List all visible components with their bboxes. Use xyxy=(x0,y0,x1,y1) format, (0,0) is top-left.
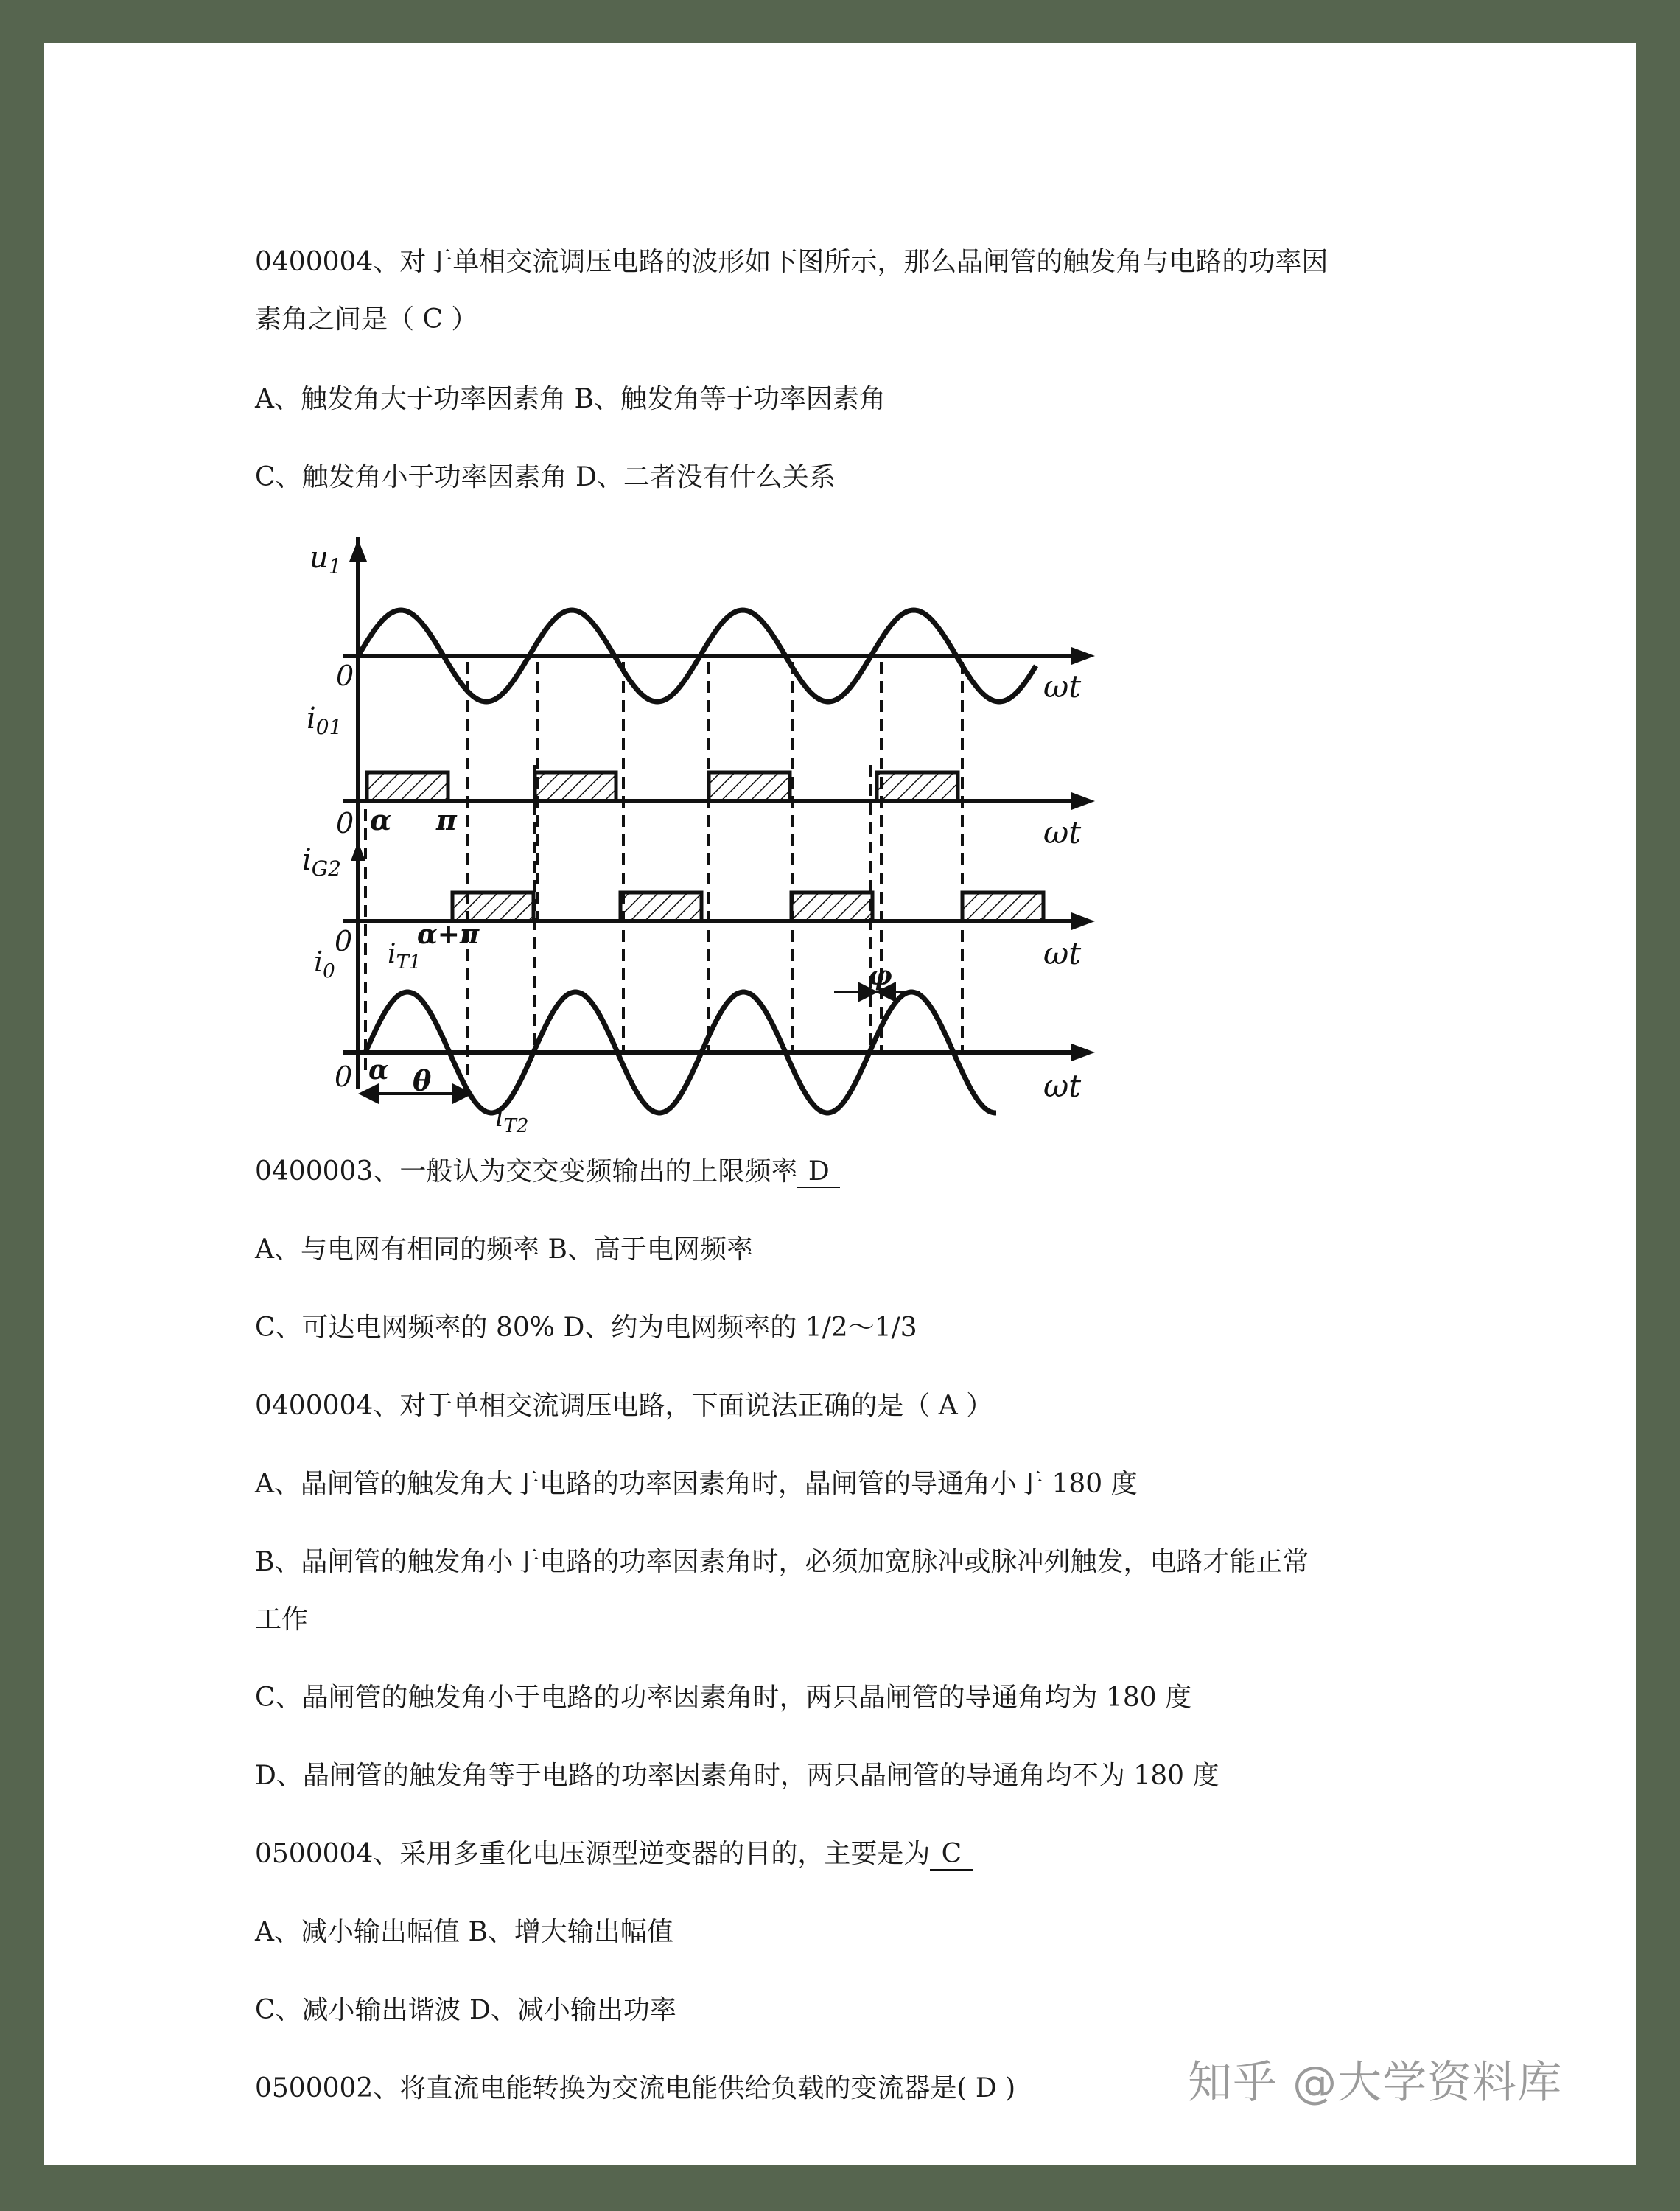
label-zero-i0: 0 xyxy=(335,1061,353,1093)
arrow-ig2 xyxy=(1071,912,1095,930)
ig1-pulses xyxy=(367,772,958,801)
label-pi: π xyxy=(436,803,457,836)
q5-stem: 0500002、将直流电能转换为交流电能供给负载的变流器是( D ) xyxy=(255,2073,1016,2103)
label-zero-ig1: 0 xyxy=(336,807,354,839)
label-i0: $i_0$ xyxy=(314,946,335,982)
label-zero-u1: 0 xyxy=(336,660,354,692)
q3-stem: 0400004、对于单相交流调压电路，下面说法正确的是（ A ） xyxy=(255,1391,993,1421)
label-wt-i0: ωt xyxy=(1043,1068,1082,1104)
q3-option-b-line2: 工作 xyxy=(255,1604,309,1635)
label-phi: φ xyxy=(868,960,892,991)
label-it1: $i_{T1}$ xyxy=(388,939,421,974)
ig2-pulses xyxy=(452,893,1043,921)
gate-pulse xyxy=(620,893,701,921)
label-ig2: $i_{G2}$ xyxy=(302,843,341,881)
gate-pulse xyxy=(709,772,790,801)
q2-options-ab: A、与电网有相同的频率 B、高于电网频率 xyxy=(255,1234,753,1265)
dashed-guides xyxy=(365,662,962,1075)
label-wt-ig1: ωt xyxy=(1043,814,1082,850)
q4-stem-text: 0500004、采用多重化电压源型逆变器的目的，主要是为 xyxy=(255,1839,931,1869)
label-wt-u1: ωt xyxy=(1043,668,1082,705)
gate-pulse xyxy=(367,772,448,801)
waveform-figure xyxy=(292,529,1102,1148)
arrow-ig2-axis xyxy=(351,842,365,861)
gate-pulse xyxy=(791,893,872,921)
label-alpha: α xyxy=(370,803,392,836)
arrow-ig1 xyxy=(1071,792,1095,810)
q2-answer-blank: D xyxy=(797,1157,840,1188)
q3-option-b-line1: B、晶闸管的触发角小于电路的功率因素角时，必须加宽脉冲或脉冲列触发，电路才能正常 xyxy=(255,1547,1309,1577)
gate-pulse xyxy=(452,893,533,921)
arrow-i0 xyxy=(1071,1044,1095,1061)
q1-stem-line2: 素角之间是（ C ） xyxy=(255,304,478,335)
gate-pulse xyxy=(962,893,1043,921)
q3-option-c: C、晶闸管的触发角小于电路的功率因素角时，两只晶闸管的导通角均为 180 度 xyxy=(255,1683,1192,1713)
label-zero-ig2: 0 xyxy=(335,925,353,957)
q1-options-ab: A、触发角大于功率因素角 B、触发角等于功率因素角 xyxy=(255,384,886,414)
document-page xyxy=(44,43,1636,2165)
gate-pulse xyxy=(535,772,616,801)
q1-options-cd: C、触发角小于功率因素角 D、二者没有什么关系 xyxy=(255,462,836,492)
label-u1: $u_1$ xyxy=(309,541,342,579)
label-alpha-i0: α xyxy=(368,1055,389,1086)
label-alpha-plus-pi: α+π xyxy=(417,919,480,950)
q4-options-ab: A、减小输出幅值 B、增大输出幅值 xyxy=(255,1917,673,1947)
q2-stem-text: 0400003、一般认为交交变频输出的上限频率 xyxy=(255,1156,798,1187)
q4-options-cd: C、减小输出谐波 D、减小输出功率 xyxy=(255,1995,676,2025)
q2-options-cd: C、可达电网频率的 80% D、约为电网频率的 1/2～1/3 xyxy=(255,1313,917,1343)
q4-stem xyxy=(255,1837,973,1872)
arrow-vertical-top xyxy=(349,539,367,562)
label-ig1: $i_{01}$ xyxy=(307,702,343,739)
q1-stem-line1: 0400004、对于单相交流调压电路的波形如下图所示，那么晶闸管的触发角与电路的功率因 xyxy=(255,247,1329,277)
q3-option-a: A、晶闸管的触发角大于电路的功率因素角时，晶闸管的导通角小于 180 度 xyxy=(255,1469,1138,1499)
arrow-u1 xyxy=(1071,647,1095,665)
q2-stem xyxy=(255,1154,840,1190)
q4-answer-blank: C xyxy=(930,1840,973,1871)
label-it2: $i_{T2}$ xyxy=(495,1103,529,1137)
watermark: 知乎 @大学资料库 xyxy=(1188,2057,1563,2109)
label-wt-ig2: ωt xyxy=(1043,935,1082,971)
q3-option-d: D、晶闸管的触发角等于电路的功率因素角时，两只晶闸管的导通角均不为 180 度 xyxy=(255,1761,1219,1791)
label-theta: θ xyxy=(413,1064,432,1097)
gate-pulse xyxy=(877,772,958,801)
